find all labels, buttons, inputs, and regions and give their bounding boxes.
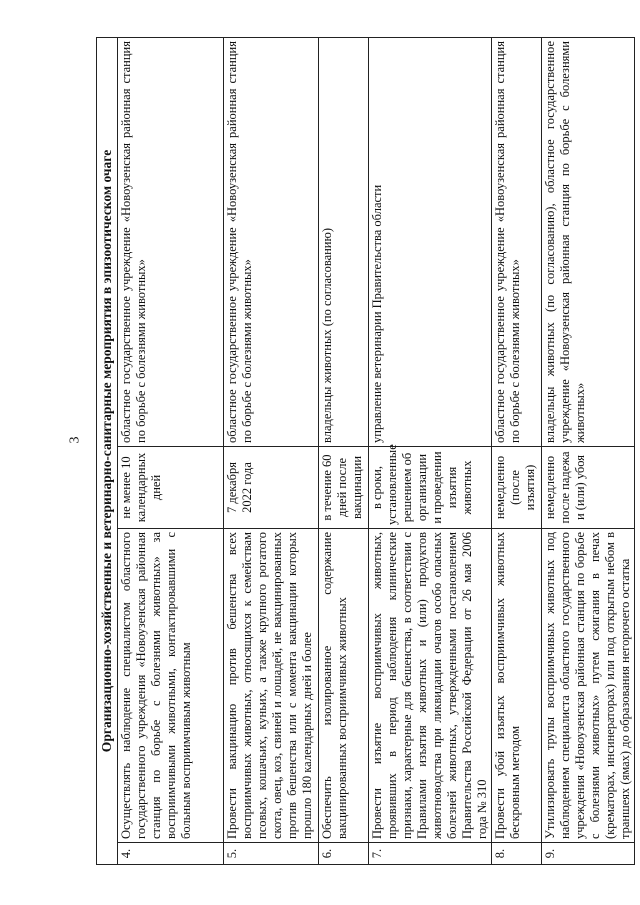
responsible-cell: областное государственное учреждение «Новоузенская районная станция по борьбе с болезнями животных» [492,38,542,447]
row-number: 9. [542,843,635,865]
table-row [118,38,224,865]
table-row [542,38,635,865]
responsible-cell: владельцы животных (по согласованию) [319,38,369,447]
section-heading: Организационно-хозяйственные и ветеринарно-санитарные мероприятия в эпизоотическом очаге [97,38,118,865]
measure-cell: Провести изъятие восприимчивых животных, проявивших в период наблюдения клинические признаки, характерные для бешенства, в соответствии с Правилами изъятия животных и (или) продуктов животноводства при ликвидации очагов особо опасных болезней животных, утвержденными постановлением Правительства Российской Федерации от 26 мая 2006 года № 310 [369,529,492,843]
responsible-cell: управление ветеринарии Правительства области [369,38,492,447]
table-row [492,38,542,865]
deadline-cell: 7 декабря 2022 года [224,447,319,529]
row-number: 4. [118,843,224,865]
table-row [319,38,369,865]
row-number: 8. [492,843,542,865]
page-number: 3 [67,436,83,444]
measure-cell: Провести вакцинацию против бешенства всех восприимчивых животных, относящихся к семействам псовых, кошачьих, куньих, а также крупного рогатого скота, овец, коз, свиней и лошадей, не вакцинированных против бешенства или с момента вакцинации которых прошло 180 календарных дней и более [224,529,319,843]
deadline-cell: в сроки, установленные решением об организации и проведении изъятия животных [369,447,492,529]
rotated-table-container [96,37,632,865]
measures-table [96,37,635,865]
measure-cell: Провести убой изъятых восприимчивых животных бескровным методом [492,529,542,843]
table-row [224,38,319,865]
row-number: 5. [224,843,319,865]
section-heading-row [97,38,118,865]
measure-cell: Осуществлять наблюдение специалистом областного государственного учреждения «Новоузенская районная станция по борьбе с болезнями животных» за восприимчивыми животными, контактировавшими с больным восприимчивым животным [118,529,224,843]
table-row [369,38,492,865]
deadline-cell: в течение 60 дней после вакцинации [319,447,369,529]
measure-cell: Обеспечить изолированное содержание вакцинированных восприимчивых животных [319,529,369,843]
row-number: 7. [369,843,492,865]
deadline-cell: не менее 10 календарных дней [118,447,224,529]
measure-cell: Утилизировать трупы восприимчивых животных под наблюдением специалиста областного государственного учреждения «Новоузенская районная станция по борьбе с болезнями животных» путем сжигания в печах (крематорах, инсинераторах) или под открытым небом в траншеях (ямах) до образования негорючего остатка [542,529,635,843]
responsible-cell: областное государственное учреждение «Новоузенская районная станция по борьбе с болезнями животных» [118,38,224,447]
row-number: 6. [319,843,369,865]
deadline-cell: немедленно (после изъятия) [492,447,542,529]
responsible-cell: областное государственное учреждение «Новоузенская районная станция по борьбе с болезнями животных» [224,38,319,447]
deadline-cell: немедленно после падежа и (или) убоя [542,447,635,529]
responsible-cell: владельцы животных (по согласованию), областное государственное учреждение «Новоузенская районная станция по борьбе с болезнями животных» [542,38,635,447]
